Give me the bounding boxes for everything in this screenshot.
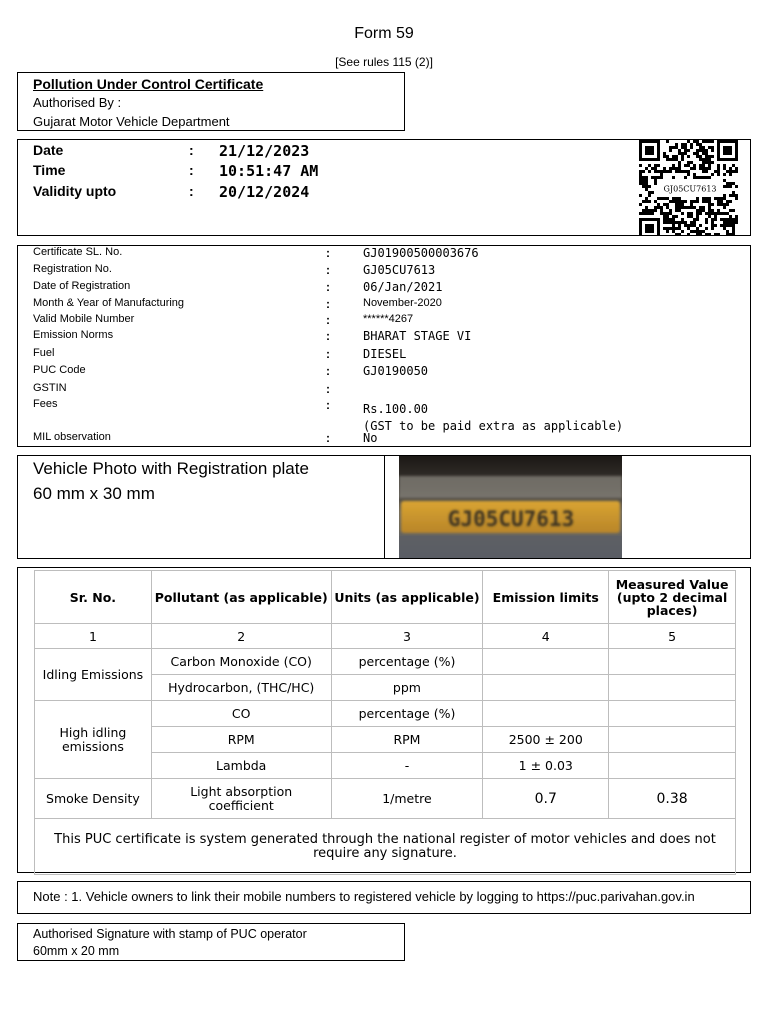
system-generated-notice: This PUC certificate is system generated through the national register of motor vehicles and does not require any signature.	[35, 819, 736, 875]
validity-label: Validity upto	[33, 183, 117, 199]
signature-size: 60mm x 20 mm	[33, 944, 120, 958]
limit-cell: 1 ± 0.03	[483, 753, 609, 779]
info-label: GSTIN	[33, 382, 67, 394]
vehicle-plate-photo	[399, 456, 622, 558]
column-number: 4	[483, 624, 609, 649]
info-label: Month & Year of Manufacturing	[33, 297, 185, 309]
column-number-row	[35, 624, 736, 649]
header-pollutant: Pollutant (as applicable)	[151, 571, 331, 624]
info-label: Valid Mobile Number	[33, 313, 135, 325]
info-row	[33, 280, 733, 294]
measured-cell	[609, 727, 736, 753]
separator: :	[326, 329, 330, 343]
info-value: 06/Jan/2021	[363, 280, 443, 294]
separator: :	[189, 142, 194, 158]
separator: :	[326, 313, 330, 327]
info-value: No	[363, 431, 378, 445]
info-row	[33, 398, 733, 433]
notice-row	[35, 819, 736, 875]
unit-cell: -	[331, 753, 483, 779]
time-label: Time	[33, 162, 66, 178]
photo-caption: Vehicle Photo with Registration plate	[33, 459, 309, 478]
limit-cell: 2500 ± 200	[483, 727, 609, 753]
info-value: November-2020	[363, 297, 442, 309]
date-label: Date	[33, 142, 64, 158]
info-value: GJ0190050	[363, 364, 429, 378]
vehicle-photo-box	[17, 455, 751, 559]
info-row	[33, 297, 733, 311]
info-row	[33, 246, 733, 260]
separator: :	[326, 347, 330, 361]
column-number: 1	[35, 624, 152, 649]
authorised-by-label: Authorised By :	[33, 95, 122, 110]
smoke-density-label: Smoke Density	[35, 779, 152, 819]
info-row	[33, 347, 733, 361]
signature-box	[17, 923, 405, 961]
idling-emissions-label: Idling Emissions	[35, 649, 152, 701]
unit-cell: ppm	[331, 675, 483, 701]
unit-cell: 1/metre	[331, 779, 483, 819]
form-title: Form 59	[354, 25, 414, 42]
header-limits: Emission limits	[483, 571, 609, 624]
column-number: 3	[331, 624, 483, 649]
measured-cell	[609, 701, 736, 727]
info-row	[33, 364, 733, 378]
date-value: 21/12/2023	[219, 142, 310, 160]
limit-cell: 0.7	[483, 779, 609, 819]
info-label: PUC Code	[33, 364, 86, 376]
info-value: DIESEL	[363, 347, 407, 361]
time-value: 10:51:47 AM	[219, 162, 319, 180]
separator: :	[326, 297, 330, 311]
photo-size: 60 mm x 30 mm	[33, 484, 155, 503]
info-value: ******4267	[363, 313, 414, 325]
info-label: Registration No.	[33, 263, 112, 275]
measured-cell	[609, 753, 736, 779]
info-label: Date of Registration	[33, 280, 131, 292]
info-value-note: (GST to be paid extra as applicable)	[363, 419, 624, 433]
header-units: Units (as applicable)	[331, 571, 483, 624]
signature-label: Authorised Signature with stamp of PUC operator	[33, 927, 307, 941]
info-row	[33, 431, 733, 445]
table-row	[35, 779, 736, 819]
separator: :	[326, 431, 330, 445]
info-value: GJ05CU7613	[363, 263, 436, 277]
info-row	[33, 382, 733, 396]
qr-code	[638, 140, 738, 235]
datetime-box	[17, 139, 751, 236]
department-name: Gujarat Motor Vehicle Department	[33, 114, 230, 129]
table-header-row	[35, 571, 736, 624]
pollutant-cell: RPM	[151, 727, 331, 753]
table-row	[35, 649, 736, 675]
info-row	[33, 329, 733, 343]
measured-cell	[609, 649, 736, 675]
authority-box	[17, 72, 405, 131]
limit-cell	[483, 649, 609, 675]
table-row	[35, 701, 736, 727]
validity-value: 20/12/2024	[219, 183, 310, 201]
limit-cell	[483, 675, 609, 701]
info-row	[33, 313, 733, 327]
info-row	[33, 263, 733, 277]
pollutant-cell: CO	[151, 701, 331, 727]
certificate-title: Pollution Under Control Certificate	[33, 76, 264, 92]
header-sr-no: Sr. No.	[35, 571, 152, 624]
separator: :	[326, 280, 330, 294]
info-label: Emission Norms	[33, 329, 114, 341]
unit-cell: percentage (%)	[331, 701, 483, 727]
pollutant-cell: Hydrocarbon, (THC/HC)	[151, 675, 331, 701]
column-number: 2	[151, 624, 331, 649]
info-label: MIL observation	[33, 431, 111, 443]
photo-frame	[384, 456, 751, 559]
rules-reference: [See rules 115 (2)]	[335, 55, 433, 69]
emission-table-box	[17, 567, 751, 873]
column-number: 5	[609, 624, 736, 649]
separator: :	[326, 364, 330, 378]
separator: :	[326, 263, 330, 277]
info-label: Fuel	[33, 347, 55, 359]
note-box: Note : 1. Vehicle owners to link their mobile numbers to registered vehicle by logging to https://puc.parivahan.gov.in	[17, 881, 751, 914]
info-value: Rs.100.00	[363, 402, 429, 416]
header-measured: Measured Value (upto 2 decimal places)	[609, 571, 736, 624]
separator: :	[189, 183, 194, 199]
separator: :	[326, 382, 330, 396]
measured-cell	[609, 675, 736, 701]
qr-label: GJ05CU7613	[663, 184, 717, 194]
emission-table	[34, 570, 736, 875]
separator: :	[189, 162, 194, 178]
unit-cell: RPM	[331, 727, 483, 753]
vehicle-info-box	[17, 245, 751, 447]
separator: :	[326, 246, 330, 260]
unit-cell: percentage (%)	[331, 649, 483, 675]
pollutant-cell: Lambda	[151, 753, 331, 779]
info-label: Fees	[33, 398, 58, 410]
high-idling-label: High idling emissions	[35, 701, 152, 779]
info-value: GJ01900500003676	[363, 246, 479, 260]
limit-cell	[483, 701, 609, 727]
info-value: BHARAT STAGE VI	[363, 329, 472, 343]
plate-text: GJ05CU7613	[447, 507, 575, 531]
pollutant-cell: Carbon Monoxide (CO)	[151, 649, 331, 675]
measured-cell: 0.38	[609, 779, 736, 819]
info-label: Certificate SL. No.	[33, 246, 123, 258]
separator: :	[326, 398, 330, 412]
pollutant-cell: Light absorption coefficient	[151, 779, 331, 819]
